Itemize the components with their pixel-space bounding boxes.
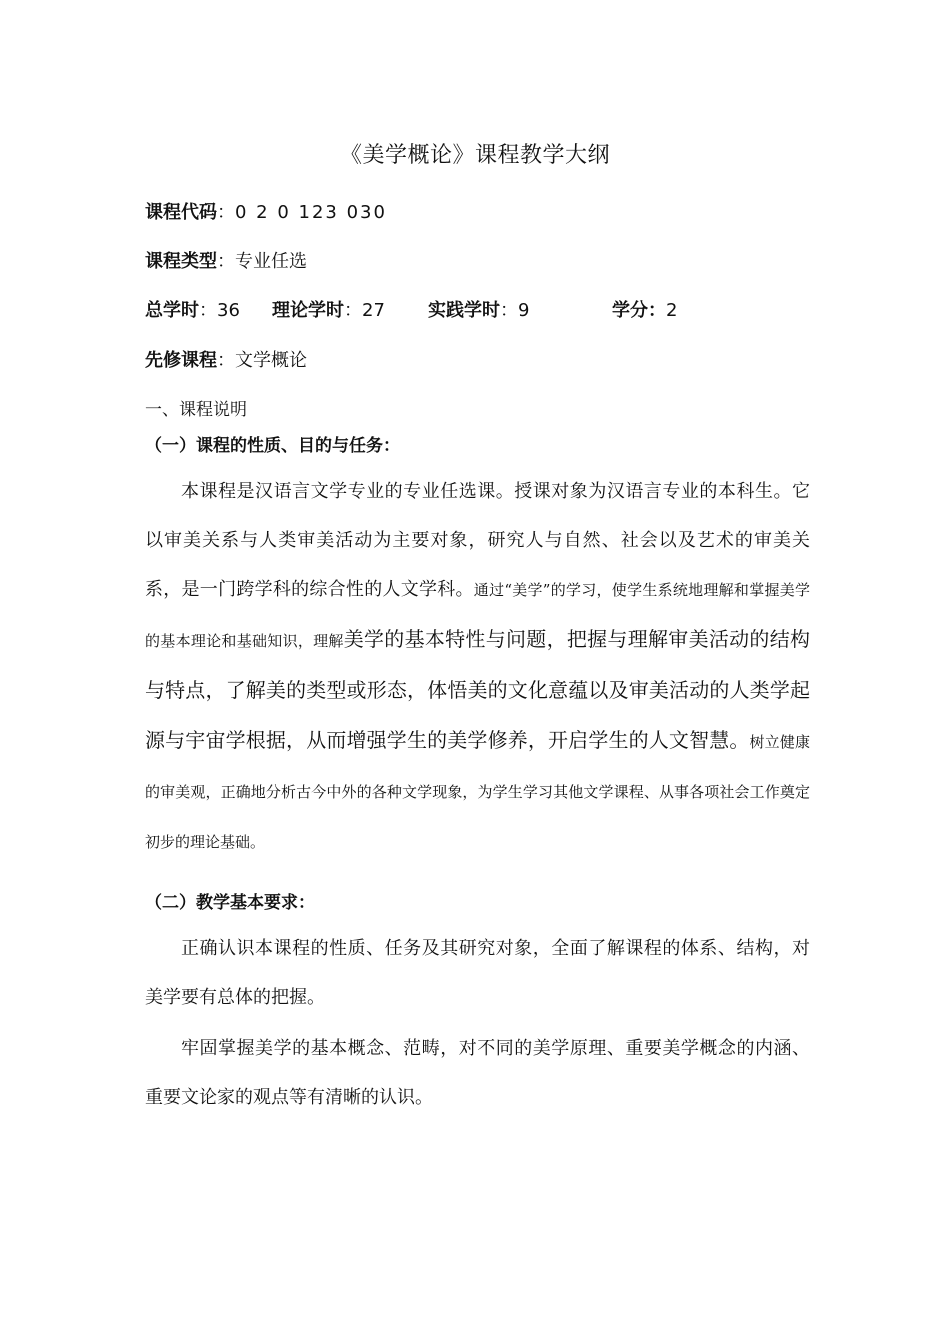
theory-hours-label: 理论学时 xyxy=(272,300,344,321)
paragraph-nature-purpose xyxy=(145,467,810,867)
course-type-value: 专业任选 xyxy=(235,251,307,272)
course-code-value: 0 2 0 123 030 xyxy=(235,202,387,223)
hours-row xyxy=(145,296,825,324)
credit xyxy=(612,296,677,322)
section-heading-course-description: 一、课程说明 xyxy=(145,400,247,420)
prerequisite-label: 先修课程 xyxy=(145,350,217,371)
practice-hours-separator: ： xyxy=(500,300,518,321)
subheading-nature-purpose: （一）课程的性质、目的与任务： xyxy=(145,436,400,456)
course-code-label: 课程代码 xyxy=(145,202,217,223)
paragraph-requirements-2: 牢固掌握美学的基本概念、范畴，对不同的美学原理、重要美学概念的内涵、重要文论家的观点等有清晰的认识。 xyxy=(145,1038,810,1108)
credit-label: 学分： xyxy=(612,300,666,321)
paragraph-text-c: 美学的基本特性与问题，把握与理解审美活动的结构与特点，了解美的类型或形态，体悟美的文化意蕴以及审美活动的人类学起源与宇宙学根据，从而增强学生的美学修养，开启学生的人文智慧。 xyxy=(145,627,810,752)
prerequisite-value: 文学概论 xyxy=(235,350,307,371)
credit-value: 2 xyxy=(666,300,678,321)
course-type-label: 课程类型 xyxy=(145,251,217,272)
theory-hours-separator: ： xyxy=(344,300,362,321)
subheading-basic-requirements: （二）教学基本要求： xyxy=(145,893,315,913)
practice-hours-label: 实践学时 xyxy=(428,300,500,321)
paragraph-text-a: 本课程是汉语言文学专业的专业任选课。授课对象为汉语言专业的本科生。它以审美关系与人类审美活动为主要对象，研究人与自然、社会以及艺术的审美关系，是一门跨学科的综合性的人文学科。 xyxy=(145,481,810,600)
course-type-separator: ： xyxy=(217,251,235,272)
practice-hours xyxy=(428,296,529,322)
total-hours-value: 36 xyxy=(217,300,240,321)
paragraph-text-b: 通过“美学”的学习，使学生系统地理解和掌握美学的基本理论和基础知识，理解 xyxy=(145,581,810,650)
total-hours-separator: ： xyxy=(199,300,217,321)
course-code-separator: ： xyxy=(217,202,235,223)
total-hours-label: 总学时 xyxy=(145,300,199,321)
course-type-field xyxy=(145,247,307,273)
theory-hours xyxy=(272,296,385,322)
paragraph-requirements-1: 正确认识本课程的性质、任务及其研究对象，全面了解课程的体系、结构，对美学要有总体的把握。 xyxy=(145,938,810,1008)
prerequisite-separator: ： xyxy=(217,350,235,371)
prerequisite-field xyxy=(145,346,307,372)
theory-hours-value: 27 xyxy=(362,300,385,321)
total-hours xyxy=(145,296,240,322)
course-code-field xyxy=(145,198,387,224)
paragraph-text-d: 树立健康的审美观，正确地分析古今中外的各种文学现象，为学生学习其他文学课程、从事各项社会工作奠定初步的理论基础。 xyxy=(145,733,810,851)
practice-hours-value: 9 xyxy=(518,300,530,321)
document-title: 《美学概论》课程教学大纲 xyxy=(339,143,610,168)
